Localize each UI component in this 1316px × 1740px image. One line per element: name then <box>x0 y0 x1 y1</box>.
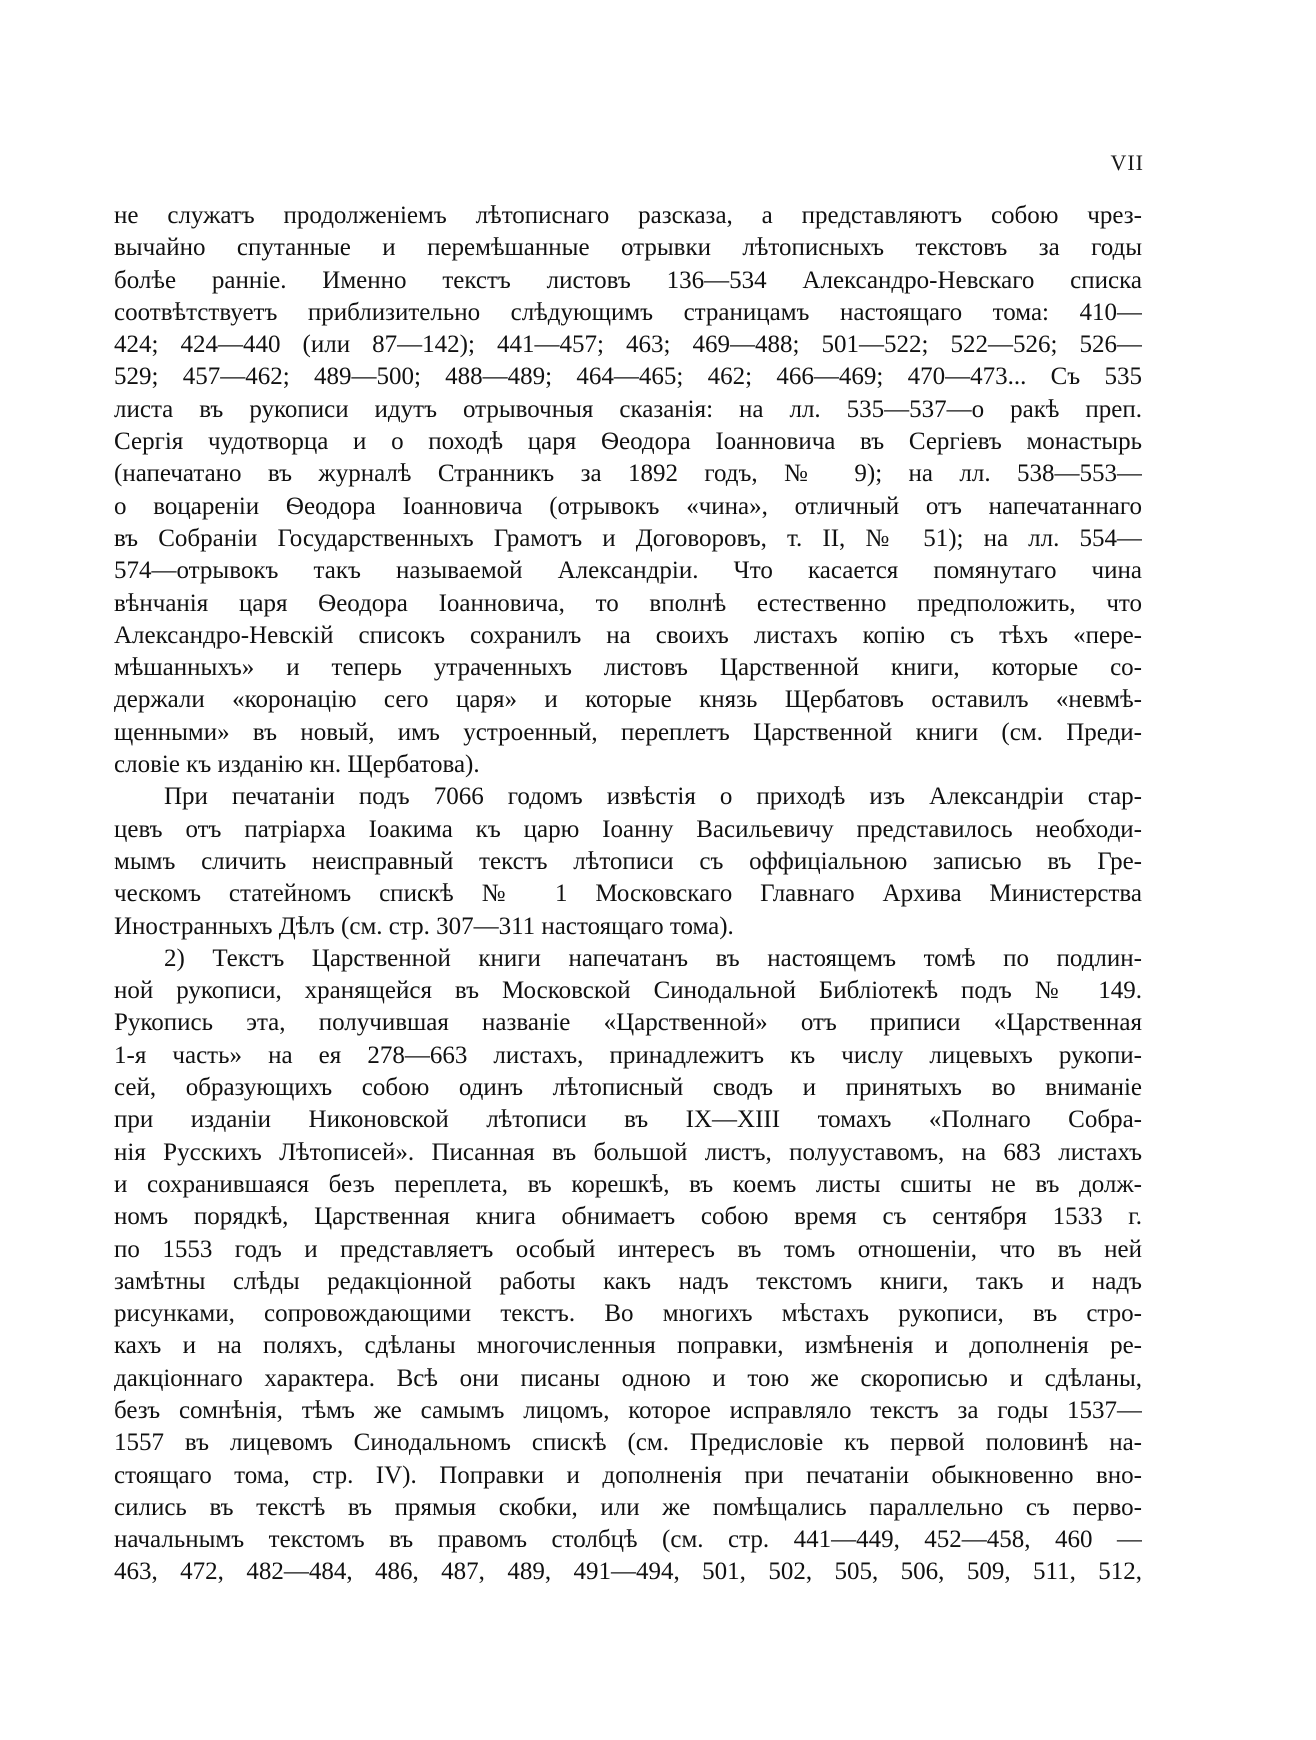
text-line: сей, образующихъ собою одинъ лѣтописный сводъ и принятыхъ во вниманіе <box>114 1074 1142 1102</box>
text-line: не служатъ продолженіемъ лѣтописнаго разсказа, а представляютъ собою чрез- <box>114 202 1142 229</box>
text-line: словіе къ изданію кн. Щербатова). <box>114 751 480 779</box>
text-line: Иностранныхъ Дѣлъ (см. стр. 307—311 настоящаго тома). <box>114 912 734 940</box>
text-line: безъ сомнѣнія, тѣмъ же самымъ лицомъ, которое исправляло текстъ за годы 1537— <box>114 1396 1142 1424</box>
text-line: 529; 457—462; 489—500; 488—489; 464—465; 462; 466—469; 470—473... Съ 535 <box>114 363 1142 391</box>
text-line: листа въ рукописи идутъ отрывочныя сказанія: на лл. 535—537—о ракѣ преп. <box>114 395 1142 423</box>
text-line: Александро-Невскій списокъ сохранилъ на своихъ листахъ копію съ тѣхъ «пере- <box>114 621 1142 649</box>
text-line: Сергія чудотворца и о походѣ царя Ѳеодора Іоанновича въ Сергіевъ монастырь <box>114 428 1142 456</box>
text-line: щенными» въ новый, имъ устроенный, переплетъ Царственной книги (см. Преди- <box>114 718 1142 746</box>
page-number: VII <box>1110 150 1144 175</box>
text-line: 463, 472, 482—484, 486, 487, 489, 491—494, 501, 502, 505, 506, 509, 511, 512, <box>114 1558 1142 1586</box>
text-line: 1557 въ лицевомъ Синодальномъ спискѣ (см. Предисловіе къ первой половинѣ на- <box>114 1429 1142 1457</box>
text-line: 1-я часть» на ея 278—663 листахъ, принадлежитъ къ числу лицевыхъ рукопи- <box>114 1041 1142 1069</box>
text-line: стоящаго тома, стр. IV). Поправки и дополненія при печатаніи обыкновенно вно- <box>114 1461 1142 1489</box>
text-line: замѣтны слѣды редакціонной работы какъ надъ текстомъ книги, такъ и надъ <box>114 1267 1142 1295</box>
text-line: сились въ текстѣ въ прямыя скобки, или же помѣщались параллельно съ перво- <box>114 1493 1142 1521</box>
text-line: 424; 424—440 (или 87—142); 441—457; 463; 469—488; 501—522; 522—526; 526— <box>114 331 1142 359</box>
text-line: ческомъ статейномъ спискѣ № 1 Московскаго Главнаго Архива Министерства <box>114 880 1142 908</box>
text-line: держали «коронацію сего царя» и которые князь Щербатовъ оставилъ «невмѣ- <box>114 686 1142 714</box>
text-line: вѣнчанія царя Ѳеодора Іоанновича, то вполнѣ естественно предположить, что <box>114 589 1142 617</box>
text-line: при изданіи Никоновской лѣтописи въ IX—XIII томахъ «Полнаго Собра- <box>114 1106 1142 1134</box>
text-line: о воцареніи Ѳеодора Іоанновича (отрывокъ «чина», отличный отъ напечатаннаго <box>114 492 1142 520</box>
text-line: 574—отрывокъ такъ называемой Александріи. Что касается помянутаго чина <box>114 557 1142 585</box>
text-line: рисунками, сопровождающими текстъ. Во многихъ мѣстахъ рукописи, въ стро- <box>114 1300 1142 1328</box>
body-text <box>114 200 1142 1589</box>
text-line: нія Русскихъ Лѣтописей». Писанная въ большой листъ, полууставомъ, на 683 листахъ <box>114 1138 1142 1166</box>
text-line: въ Собраніи Государственныхъ Грамотъ и Договоровъ, т. II, № 51); на лл. 554— <box>114 524 1142 552</box>
text-line: вычайно спутанные и перемѣшанные отрывки лѣтописныхъ текстовъ за годы <box>114 234 1142 262</box>
text-line: по 1553 годъ и представляетъ особый интересъ въ томъ отношеніи, что въ ней <box>114 1235 1142 1263</box>
text-line: номъ порядкѣ, Царственная книга обнимаетъ собою время съ сентября 1533 г. <box>114 1203 1142 1231</box>
text-line: и сохранившаяся безъ переплета, въ корешкѣ, въ коемъ листы сшиты не въ долж- <box>114 1170 1142 1198</box>
text-line: (напечатано въ журналѣ Странникъ за 1892 годъ, № 9); на лл. 538—553— <box>114 460 1142 488</box>
text-line: соотвѣтствуетъ приблизительно слѣдующимъ страницамъ настоящаго тома: 410— <box>114 298 1142 326</box>
text-line: ной рукописи, хранящейся въ Московской Синодальной Библіотекѣ подъ № 149. <box>114 977 1142 1005</box>
text-line: Рукопись эта, получившая названіе «Царственной» отъ приписи «Царственная <box>114 1009 1142 1037</box>
text-line: болѣе ранніе. Именно текстъ листовъ 136—534 Александро-Невскаго списка <box>114 266 1142 294</box>
text-line: цевъ отъ патріарха Іоакима къ царю Іоанну Васильевичу представилось необходи- <box>114 815 1142 843</box>
text-line: кахъ и на поляхъ, сдѣланы многочисленныя поправки, измѣненія и дополненія ре- <box>114 1332 1142 1360</box>
text-line: При печатаніи подъ 7066 годомъ извѣстія о приходѣ изъ Александріи стар- <box>164 783 1142 811</box>
text-line: дакціоннаго характера. Всѣ они писаны одною и тою же скорописью и сдѣланы, <box>114 1364 1142 1392</box>
text-line: начальнымъ текстомъ въ правомъ столбцѣ (см. стр. 441—449, 452—458, 460 — <box>114 1526 1142 1554</box>
text-line: мѣшанныхъ» и теперь утраченныхъ листовъ Царственной книги, которые со- <box>114 654 1142 682</box>
text-line: мымъ сличить неисправный текстъ лѣтописи съ оффиціальною записью въ Гре- <box>114 847 1142 875</box>
text-line: 2) Текстъ Царственной книги напечатанъ въ настоящемъ томѣ по подлин- <box>164 944 1142 972</box>
